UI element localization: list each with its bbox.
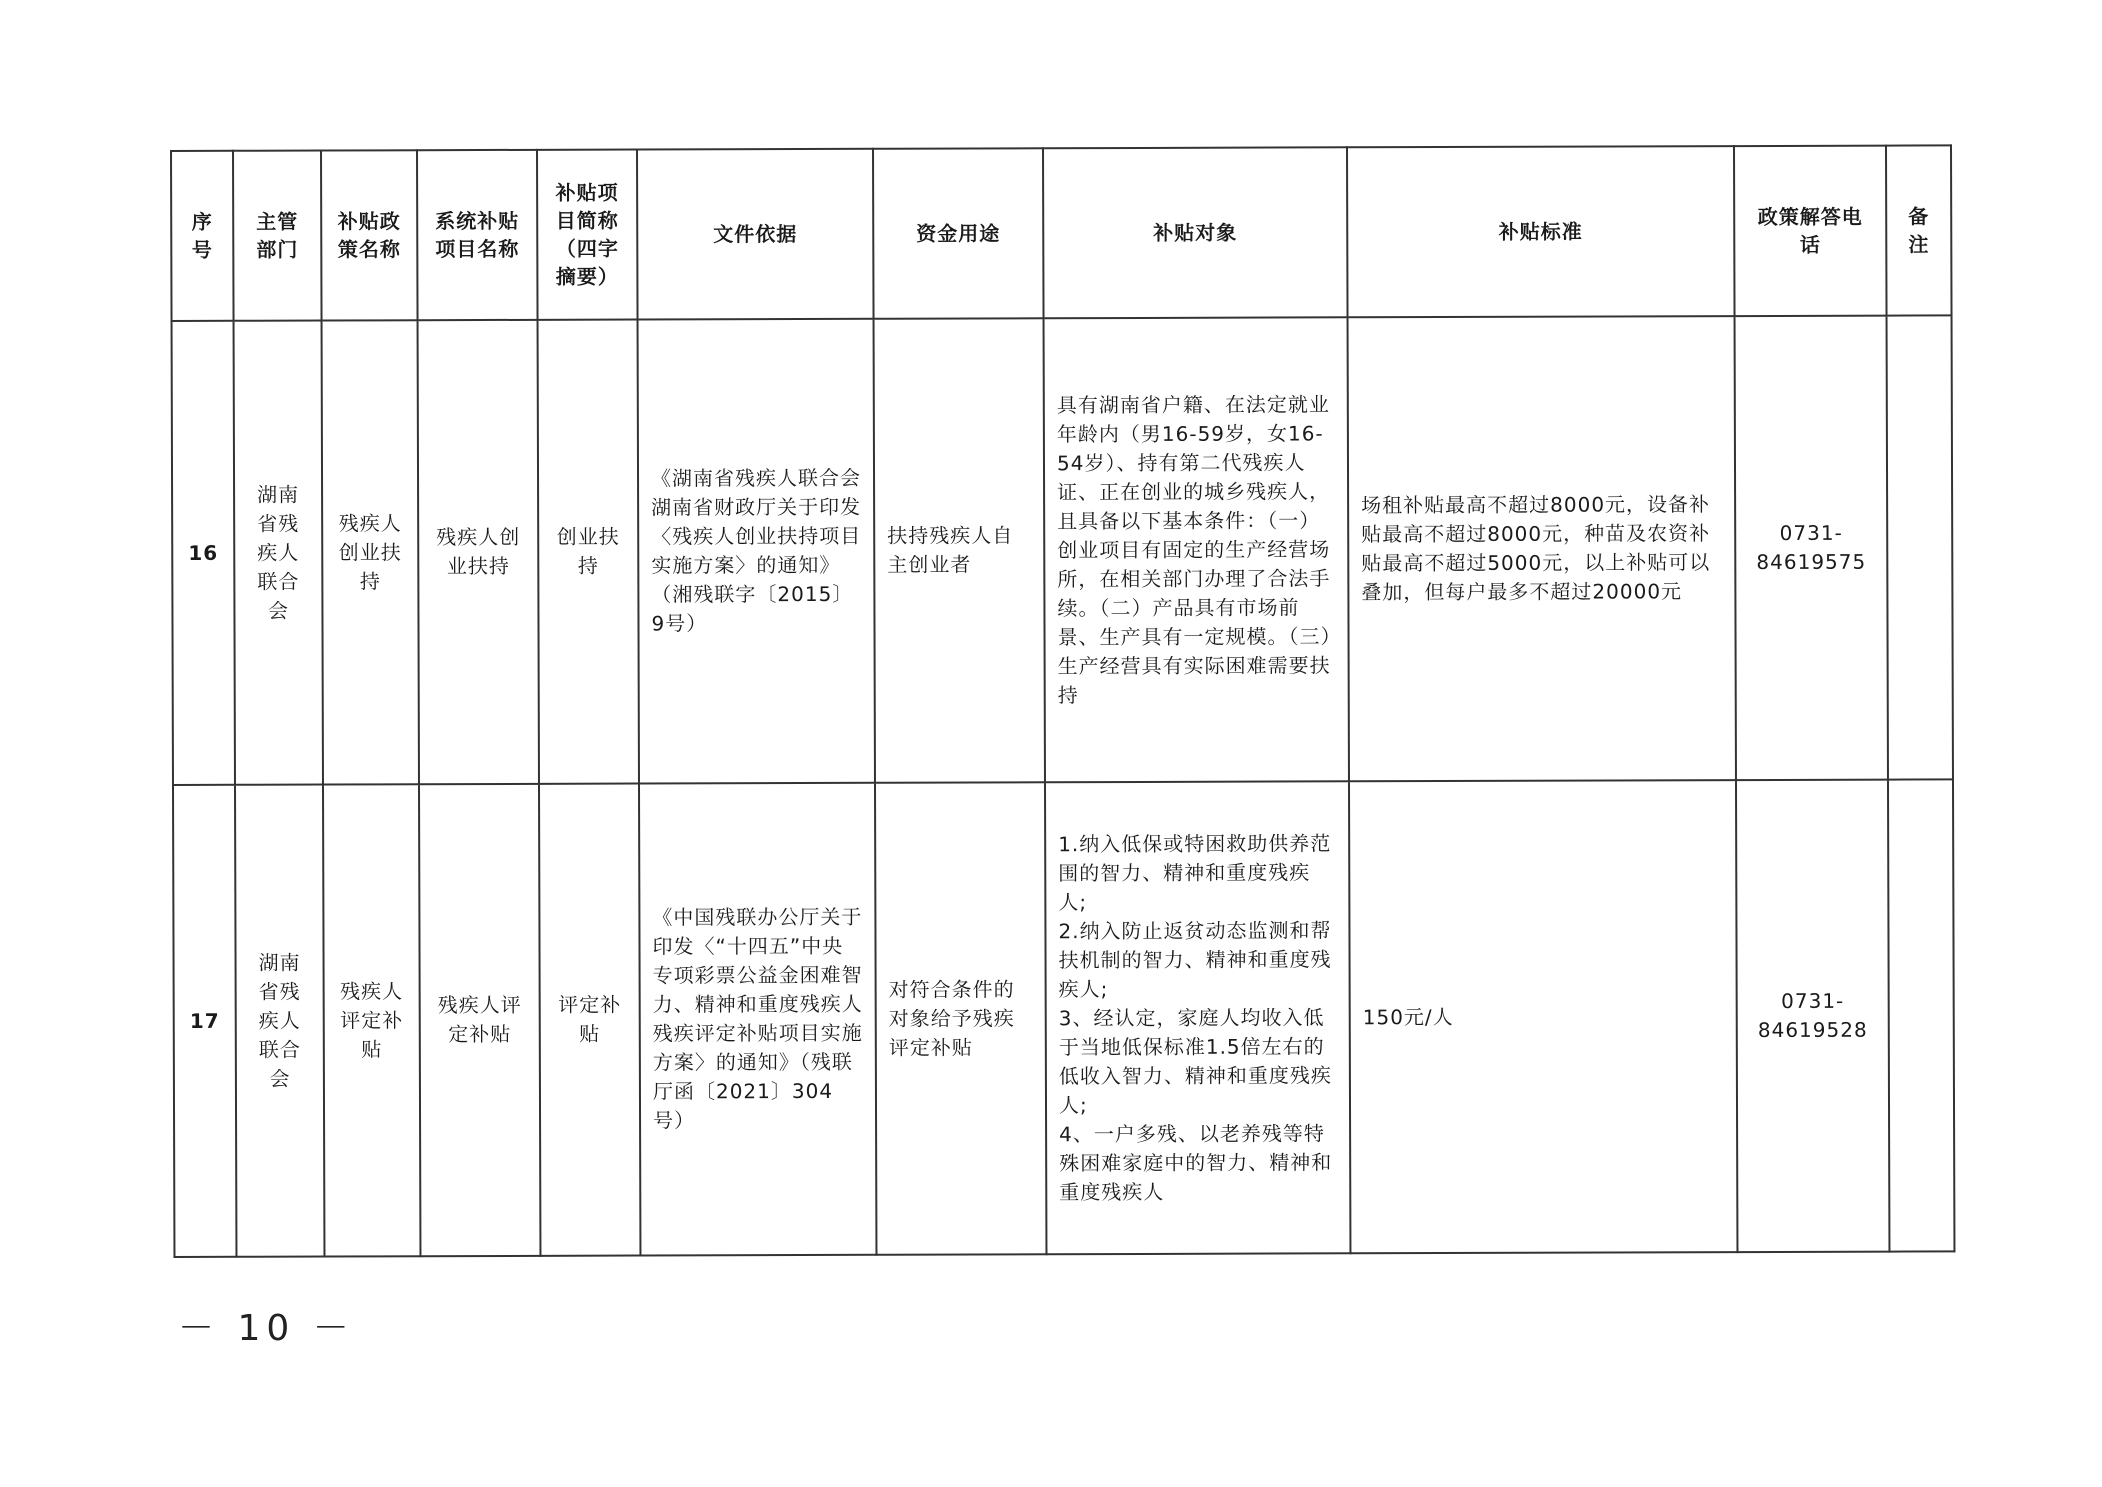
cell-standard: 场租补贴最高不超过8000元，设备补贴最高不超过8000元，种苗及农资补贴最高不超过5000元，以上补贴可以叠加，但每户最多不超过20000元 bbox=[1348, 316, 1736, 781]
cell-abbr: 创业扶持 bbox=[538, 320, 639, 784]
cell-basis: 《湖南省残疾人联合会 湖南省财政厅关于印发〈残疾人创业扶持项目实施方案〉的通知》（湘残联字〔2015〕9号） bbox=[638, 319, 875, 784]
cell-seq: 17 bbox=[173, 785, 236, 1257]
cell-usage: 对符合条件的对象给予残疾评定补贴 bbox=[875, 782, 1046, 1255]
header-seq: 序号 bbox=[171, 151, 234, 321]
cell-phone: 0731-84619575 bbox=[1735, 316, 1888, 780]
cell-usage: 扶持残疾人自主创业者 bbox=[874, 318, 1045, 783]
table-row bbox=[173, 779, 1954, 1257]
cell-basis: 《中国残联办公厅关于印发〈“十四五”中央专项彩票公益金困难智力、精神和重度残疾人残疾评定补贴项目实施方案〉的通知》（残联厅函〔2021〕304号） bbox=[639, 783, 876, 1256]
cell-project: 残疾人评定补贴 bbox=[419, 784, 540, 1256]
cell-remark bbox=[1887, 315, 1953, 779]
cell-dept: 湖南省残疾人联合会 bbox=[235, 785, 324, 1257]
header-basis: 文件依据 bbox=[637, 149, 874, 320]
header-remark: 备注 bbox=[1886, 145, 1952, 315]
subsidy-policy-table bbox=[170, 144, 1955, 1258]
cell-phone: 0731-84619528 bbox=[1736, 780, 1889, 1252]
cell-target: 1.纳入低保或特困救助供养范围的智力、精神和重度残疾人; 2.纳入防止返贫动态监测和帮扶机制的智力、精神和重度残疾人; 3、经认定，家庭人均收入低于当地低保标准1.5倍左右的低收入智力、精神和重度残疾人; 4、一户多残、以老养残等特殊困难家庭中的智力、精神和重度残疾人 bbox=[1045, 781, 1350, 1254]
cell-policy: 残疾人评定补贴 bbox=[323, 784, 420, 1256]
table-row bbox=[172, 315, 1953, 785]
header-dept: 主管部门 bbox=[233, 151, 322, 321]
cell-abbr: 评定补贴 bbox=[539, 784, 640, 1256]
cell-target: 具有湖南省户籍、在法定就业年龄内（男16-59岁，女16-54岁）、持有第二代残疾人证、正在创业的城乡残疾人，且具备以下基本条件：（一）创业项目有固定的生产经营场所，在相关部门办理了合法手续。（二）产品具有市场前景、生产具有一定规模。（三）生产经营具有实际困难需要扶持 bbox=[1044, 317, 1349, 782]
cell-project: 残疾人创业扶持 bbox=[418, 320, 539, 784]
header-target: 补贴对象 bbox=[1043, 147, 1348, 318]
header-standard: 补贴标准 bbox=[1347, 146, 1735, 317]
cell-dept: 湖南省残疾人联合会 bbox=[234, 321, 323, 785]
cell-policy: 残疾人创业扶持 bbox=[322, 320, 419, 784]
header-policy: 补贴政策名称 bbox=[321, 150, 418, 320]
header-project: 系统补贴项目名称 bbox=[417, 150, 538, 320]
cell-standard: 150元/人 bbox=[1349, 780, 1737, 1253]
header-usage: 资金用途 bbox=[873, 148, 1044, 319]
table-header-row bbox=[171, 145, 1952, 321]
header-abbr: 补贴项目简称（四字摘要） bbox=[537, 150, 638, 320]
cell-remark bbox=[1888, 779, 1954, 1251]
header-phone: 政策解答电话 bbox=[1734, 146, 1887, 316]
page-number: － 10 － bbox=[178, 1308, 355, 1349]
cell-seq: 16 bbox=[172, 321, 235, 785]
